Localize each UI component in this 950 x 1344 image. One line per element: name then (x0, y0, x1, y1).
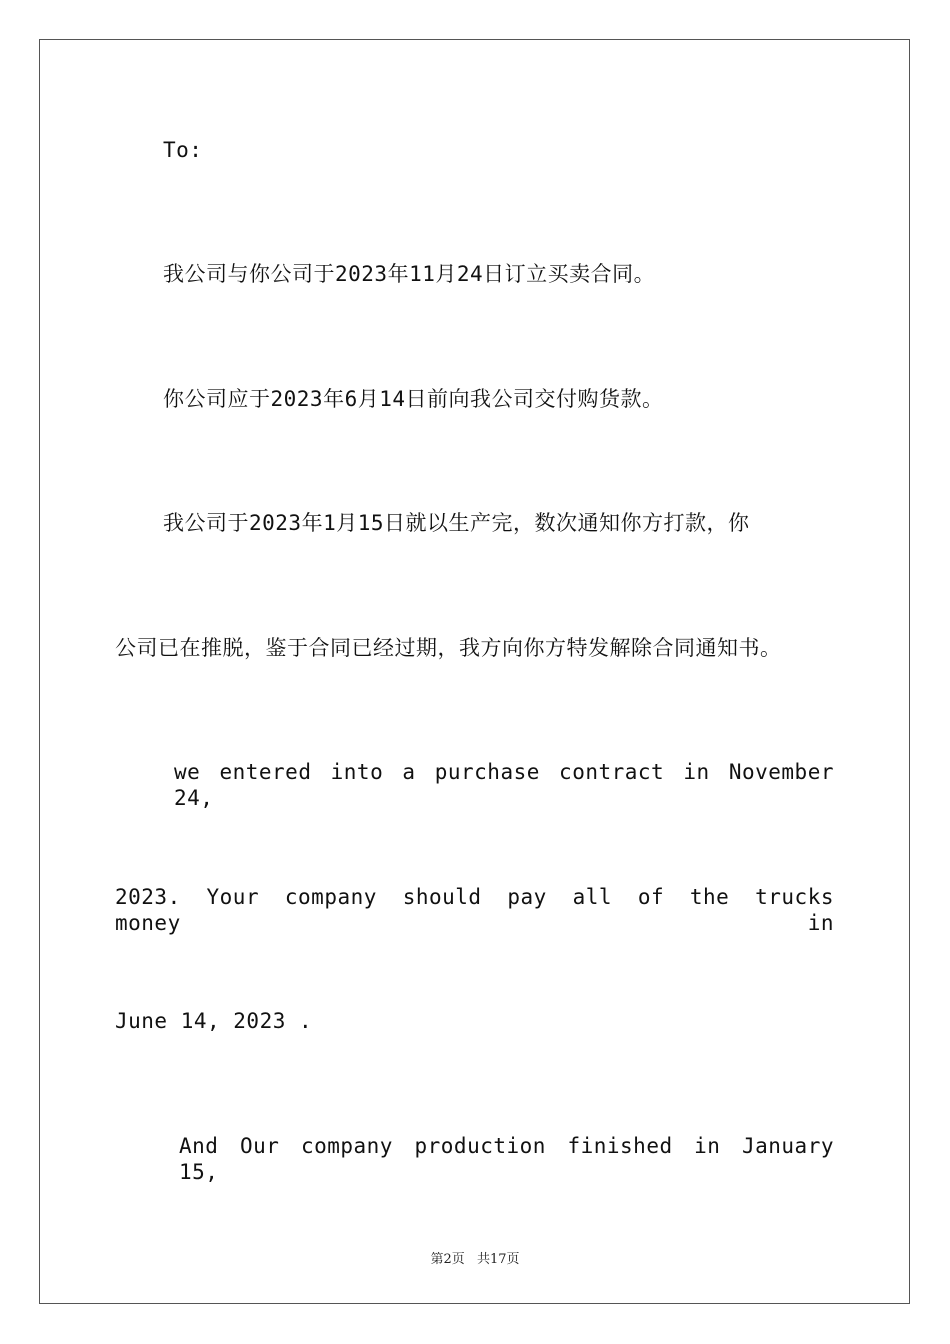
paragraph-cn-2: 你公司应于2023年6月14日前向我公司交付购货款。 (163, 387, 664, 411)
paragraph-en-2-line-1: And Our company production finished in January 15, (179, 1134, 834, 1184)
paragraph-en-1-line-3: June 14, 2023 . (115, 1009, 313, 1033)
paragraph-cn-3-line-1: 我公司于2023年1月15日就以生产完，数次通知你方打款，你 (163, 511, 750, 535)
page-number: 第2页 (430, 1252, 465, 1267)
total-pages: 共17页 (476, 1252, 520, 1267)
paragraph-en-1-line-2: 2023. Your company should pay all of the trucks money in (115, 885, 834, 935)
page-footer (0, 1248, 950, 1267)
paragraph-cn-1: 我公司与你公司于2023年11月24日订立买卖合同。 (163, 262, 656, 286)
page-border (39, 39, 910, 1304)
paragraph-en-1-line-1: we entered into a purchase contract in November 24, (174, 760, 834, 810)
salutation: To: (163, 138, 203, 162)
paragraph-cn-3-line-2: 公司已在推脱，鉴于合同已经过期，我方向你方特发解除合同通知书。 (115, 636, 782, 660)
